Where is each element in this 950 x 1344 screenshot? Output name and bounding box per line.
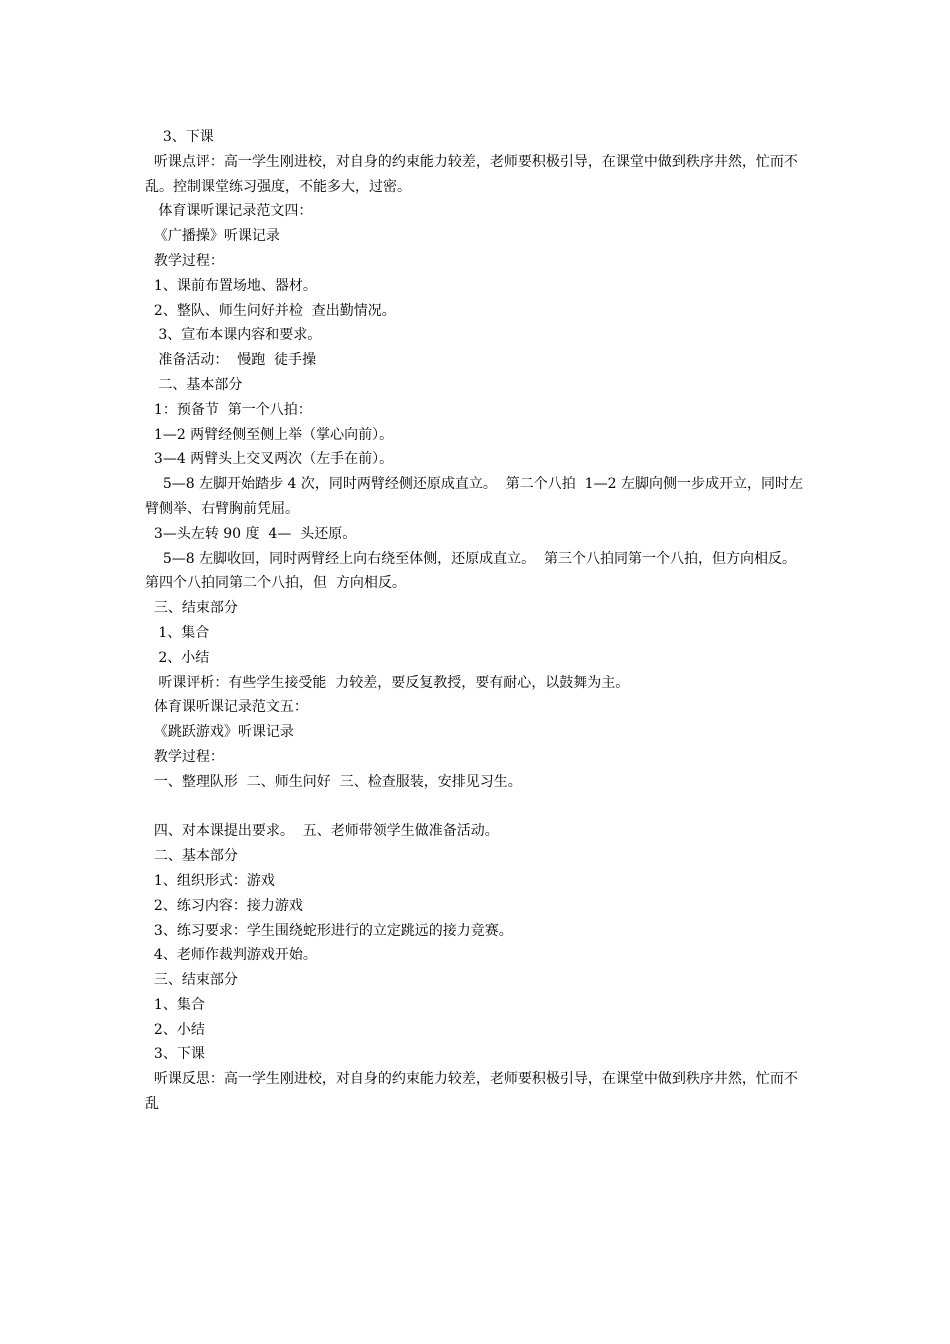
text-line: 3、练习要求：学生围绕蛇形进行的立定跳远的接力竞赛。 (145, 922, 513, 939)
text-line: 2、练习内容：接力游戏 (145, 897, 303, 914)
text-line: 三、结束部分 (145, 600, 238, 617)
text-line: 1、集合 (145, 996, 205, 1013)
text-line: 教学过程： (145, 748, 224, 765)
document-body (145, 125, 805, 1117)
text-line: 3、下课 (145, 1046, 205, 1063)
text-line: 听课评析：有些学生接受能 力较差，要反复教授，要有耐心，以鼓舞为主。 (145, 674, 630, 691)
blank-line (145, 795, 805, 820)
text-line: 《跳跃游戏》听课记录 (145, 724, 294, 741)
text-line: 5—8 左脚开始踏步 4 次，同时两臂经侧还原成直立。 第二个八拍 1—2 左脚向侧一步成开立，同时左臂侧举、右臂胸前凭屈。 (145, 476, 803, 517)
text-line: 1—2 两臂经侧至侧上举（掌心向前）。 (145, 426, 394, 443)
text-line: 听课反思：高一学生刚进校，对自身的约束能力较差，老师要积极引导，在课堂中做到秩序井然，忙而不乱 (145, 1071, 798, 1113)
text-line: 《广播操》听课记录 (145, 228, 280, 245)
text-line: 1、集合 (145, 624, 210, 641)
text-line: 二、基本部分 (145, 376, 243, 393)
text-line: 三、结束部分 (145, 972, 238, 989)
text-line: 3—4 两臂头上交叉两次（左手在前）。 (145, 451, 394, 468)
text-line: 体育课听课记录范文五： (145, 699, 308, 716)
text-line: 5—8 左脚收回，同时两臂经上向右绕至体侧，还原成直立。 第三个八拍同第一个八拍，但方向相反。 第四个八拍同第二个八拍，但 方向相反。 (145, 550, 805, 592)
text-line: 2、整队、师生问好并检 查出勤情况。 (145, 302, 396, 319)
text-line: 1：预备节 第一个八拍： (145, 401, 312, 418)
text-line: 听课点评：高一学生刚进校，对自身的约束能力较差，老师要积极引导，在课堂中做到秩序井然，忙而不乱。控制课堂练习强度，不能多大，过密。 (145, 153, 798, 195)
text-line: 3、下课 (145, 129, 214, 145)
text-line: 一、整理队形 二、师生问好 三、检查服装，安排见习生。 (145, 773, 522, 790)
text-line: 1、课前布置场地、器材。 (145, 277, 317, 294)
text-line: 2、小结 (145, 649, 210, 666)
text-line: 四、对本课提出要求。 五、老师带领学生做准备活动。 (145, 823, 499, 840)
text-line: 体育课听课记录范文四： (145, 203, 313, 220)
text-line: 4、老师作裁判游戏开始。 (145, 947, 317, 964)
text-line: 二、基本部分 (145, 848, 238, 865)
text-line: 3—头左转 90 度 4— 头还原。 (145, 525, 357, 542)
text-line: 2、小结 (145, 1021, 205, 1038)
text-line: 3、宣布本课内容和要求。 (145, 327, 322, 344)
text-line: 教学过程： (145, 252, 224, 269)
text-line: 准备活动： 慢跑 徒手操 (145, 352, 317, 369)
text-line: 1、组织形式：游戏 (145, 872, 275, 889)
